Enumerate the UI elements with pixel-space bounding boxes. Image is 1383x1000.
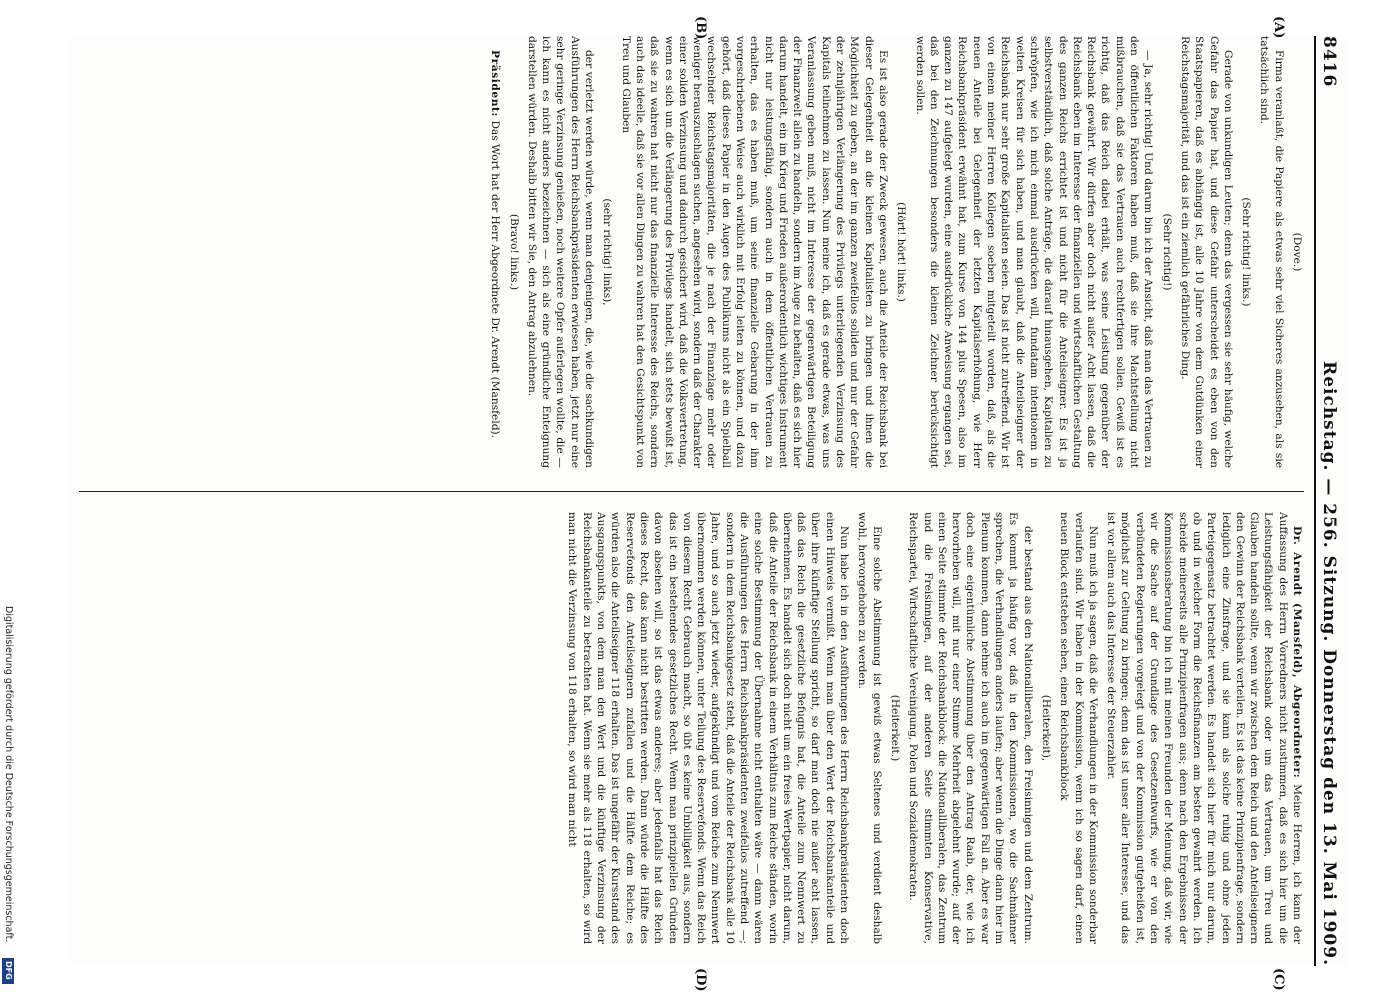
left-column [79, 36, 1304, 468]
speaker-intro: Dr. Arendt (Mansfeld), Abgeordneter: [1291, 526, 1303, 779]
interjection: (Sehr richtig! links.) [1240, 197, 1253, 307]
dfg-logo-text: DFG [4, 961, 13, 980]
running-title: Reichstag. — 256. Sitzung. Donnerstag den 13. Mai 1909. [1319, 361, 1339, 966]
paragraph: der verletzt werden würde, wenn man denjenigen, die, wie die sachkundigen Ausführungen des Herrn Reichsbankpräsidenten erwiesen haben, jetzt nur eine sehr geringe Verzinsung genießen, noch weitere Opfer auferlegen wollte, die — ich kann es nicht anders bezeichnen — sich als eine gründliche Enteignung darstellen würden. Deshalb bitten wir Sie, den Antrag abzulehnen. [525, 36, 596, 468]
paragraph: Eine solche Abstimmung ist gewiß etwas Seltenes und verdient deshalb wohl, hervorgehoben zu werden. [856, 512, 883, 944]
paragraph: Es ist also gerade der Zweck gewesen, auch die Anteile der Reichsbank bei dieser Gelegenheit an die kleinen Kapitalisten zu bringen und ihnen die Möglichkeit zu geben, an der im ganzen zweifellos soliden und nur der Gefahr der zehnjährigen Verlängerung des Privilegs unterliegenden Verzinsung des Kapitals teilnehmen zu lassen. Nun meine ich, daß es gerade etwas, was uns Veranlassung geben muß, nicht im Interesse der gegenwärtigen Beteiligung der Finanzwelt allein zu handeln, sondern im Auge zu behalten, daß es sich hier darum handelt, ein im Krieg und Frieden außerordentlich wichtiges Instrument nicht nur leistungsfähig, sondern auch in dem öffentlichen Vertrauen zu erhalten, das es haben muß, um seine finanzielle Gebarung in der ihm vorgeschriebenen Weise auch wirklich mit Erfolg leiten zu können, und dazu gehört, daß dieses Papier in den Augen des Publikums nicht als ein Spielball wechselnder Reichstagsmajoritäten, die je nach der Finanzlage mehr oder weniger herauszuschlagen suchen, angesehen wird, sondern daß der Charakter einer soliden Verzinsung und dadurch gesichert wird, daß die Volksvertretung, wenn es sich um die Verlängerung des Privilegs handelt, sich stets bewußt ist, daß sie zu wahren hat nicht nur das finanzielle Interesse des Reichs, sondern auch das ideelle, daß sie vor allen Dingen zu wahren hat den Gesichtspunkt von Treu und Glauben [619, 36, 889, 468]
rotated-document-page [70, 16, 1348, 992]
president-text: Das Wort hat der Herr Abgeordnete Dr. Arendt (Mansfeld). [489, 120, 502, 438]
right-column [79, 512, 1304, 944]
speaker-paragraph [1104, 512, 1304, 944]
margin-mark-d: (D) [693, 968, 708, 992]
funding-note: Digitalisierung gefördert durch die Deutsche Forschungsgemeinschaft. [3, 606, 14, 943]
dfg-logo [2, 958, 14, 984]
interjection: (Heiterkeit), [1039, 694, 1052, 762]
margin-mark-a: (A) [1271, 16, 1286, 39]
paragraph: — Ja, sehr richtig! Und darum bin ich der Ansicht, daß man das Vertrauen zu den öffentlichen Faktoren haben muß, daß sie ihre Machtstellung nicht mißbrauchen, daß sie das Vertrauen auch rechtfertigen sollen. Gewiß ist es richtig, daß das Reich dabei erhält, was seine Leistung gegenüber der Reichsbank gewährt. Wir dürfen aber doch nicht außer Acht lassen, daß die Reichsbank eben im Interesse der finanziellen und wirtschaftlichen Gestaltung des ganzen Reichs errichtet ist und nicht für die Anteilseigner. Es ist ja selbstverständlich, daß solche Anträge, die darauf hinausgehen, Kapitalien zu schröpfen, wie ich mich einmal ausdrücken will, fundatam intentionem in weiten Kreisen für sich haben, und man glaubt, daß die Anteilseigner der Reichsbank nur sehr große Kapitalisten seien. Das ist nicht zutreffend. Wir ist von einem meiner Herren Kollegen soeben mitgeteilt worden, daß, als die neuen Anteile bei Gelegenheit der letzten Kapitalserhöhung, wie Herr Reichsbankpräsident erwähnt hat, zum Kurse von 144 plus Spesen, also im ganzen zu 147 aufgelegt wurden, eine ausdrückliche Anweisung ergangen sei, daß bei den Zeichnungen besonders die kleinen Zeichner berücksichtigt werden sollen. [913, 36, 1155, 468]
president-label: Präsident: [489, 50, 502, 118]
paragraph: Nun habe ich in den Ausführungen des Herrn Reichsbankpräsidenten doch einen Hinweis vermißt. Wenn man über den Wert der Reichsbankanteile und über ihre künftige Stellung spricht, so darf man doch nie außer acht lassen, daß das Reich die gesetzliche Befugnis hat, die Anteile zum Nennwert zu übernehmen. Es handelt sich doch nicht um ein freies Wertpapier, nicht darum, daß die Anteile der Reichsbank in einem Verhältnis zum Reiche ständen, worin eine solche Bestimmung der Übernahme nicht enthalten wäre — dann wären die Ausführungen des Herrn Reichsbankpräsidenten zweifellos zutreffend —; sondern in dem Reichsbankgesetz steht, daß die Anteile der Reichsbank alle 10 Jahre, und so auch jetzt wieder, aufgekündigt und vom Reiche zum Nennwert übernommen werden können, unter Teilung des Reservefonds. Wenn das Reich von diesem Recht Gebrauch macht, so übt es keine Unbilligkeit aus, sondern das ist ein bestehendes gesetzliches Recht. Wenn man prinzipiellen Gründen davon absehen will, so ist das etwas anderes; aber jedenfalls hat das Reich dieses Recht, das kann nicht bestritten werden. Dann würde die Hälfte des Reservefonds den Anteilseignern zufallen und die Hälfte dem Reiche; es würden also die Anteilseigner 118 erhalten. Das ist ungefähr der Kursstand des Ausgangspunkts, von dem man den Wert und die künftige Verzinsung der Reichsbankanteile zu betrachten hat. Wenn sie mehr als 118 erhalten, so wird man nicht die Verzinsung von 118 erhalten, so wird man nicht [566, 512, 851, 944]
page-header [1314, 36, 1348, 966]
paragraph: der bestand aus den Nationalliberalen, den Freisinnigen und dem Zentrum. Es kommt ja häufig vor, daß in den Kommissionen, wo die Sachmänner sprechen, die Verhandlungen anders laufen; aber wenn die Dinge dann hier im Plenum kommen, dann nehme ich auch im gegenwärtigen Fall an. Aber es war doch eine eigentümliche Abstimmung über den Antrag Raab, der, wie ich hervorheben will, mit nur einer Stimme Mehrheit abgelehnt wurde; auf der einen Seite stimmte der Reichsbankblock: die Nationalliberalen, das Zentrum und die Freisinnigen, auf der anderen Seite stimmten Konservative, Reichspartei, Wirtschaftliche Vereinigung, Polen und Sozialdemokraten. [907, 512, 1034, 944]
interjection: (Sehr richtig!) [1160, 213, 1173, 291]
margin-mark-b: (B) [693, 16, 708, 40]
margin-mark-c: (C) [1271, 968, 1286, 991]
interjection: (Heiterkeit.) [888, 694, 901, 762]
paragraph: Nun muß ich ja sagen, daß die Verhandlungen in der Kommission sonderbar verlaufen sind. Wir haben in der Kommission, wenn ich so sagen darf, einen neuen Block entstehen sehen, einen Reichsbankblock [1058, 512, 1099, 944]
president-remark [488, 36, 502, 468]
funding-footer [2, 606, 14, 986]
page-number: 8416 [1319, 36, 1339, 88]
column-divider [79, 491, 1304, 492]
paragraph: Gerade von unkundigen Leuten; denn das vergessen sie sehr häufig, welche Gefahr das Papier hat, und diese Gefahr unterscheidet es eben von den Staatspapieren, daß es abhängig ist, alle 10 Jahre von dem Gutdünken einer Reichstagsmajorität, und das ist ein ziemlich gefährliches Ding. [1178, 36, 1234, 468]
paragraph: Firma veranlaßt, die Papiere als etwas sehr viel Sicheres anzusehen, als sie tatsächlich sind. [1258, 36, 1285, 468]
interjection: (sehr richtig! links), [601, 198, 614, 306]
paragraph: Meine Herren, ich kann der Auffassung des Herrn Vorredners nicht zustimmen, daß es sich hier um die Leistungsfähigkeit der Reichsbank oder um das Vertrauen, um Treu und Glauben handeln sollte, wenn wir zwischen dem Reich und den Anteilseignern den Gewinn der Reichsbank verteilen. Es ist das keine Prinzipienfrage, sondern lediglich eine Zinsfrage, und sie kann als solche ruhig und ohne jeden Parteigegensatz betrachtet werden. Es handelt sich hier für mich nur darum, ob und in welcher Form die Reichsfinanzen am besten gewahrt werden. Ich scheide meinerseits alle Prinzipienfragen aus; denn nach den Ergebnissen der Kommissionsberatung bin ich mit meinen Freunden der Meinung, daß wir, wie wir die Sache auf der Grundlage des Gesetzentwurfs, wie er von den verbündeten Regierungen vorgelegt und von der Kommission gutgeheißen ist, möglichst zur Geltung zu bringen; denn das ist unser aller Interesse, und das ist vor allem auch das Interesse der Steuerzahler. [1105, 512, 1303, 944]
interjection: (Bravo! links.) [507, 213, 520, 291]
speaker-tag: (Dove.) [1291, 232, 1303, 272]
interjection: (Hört! hört! links.) [895, 202, 908, 302]
